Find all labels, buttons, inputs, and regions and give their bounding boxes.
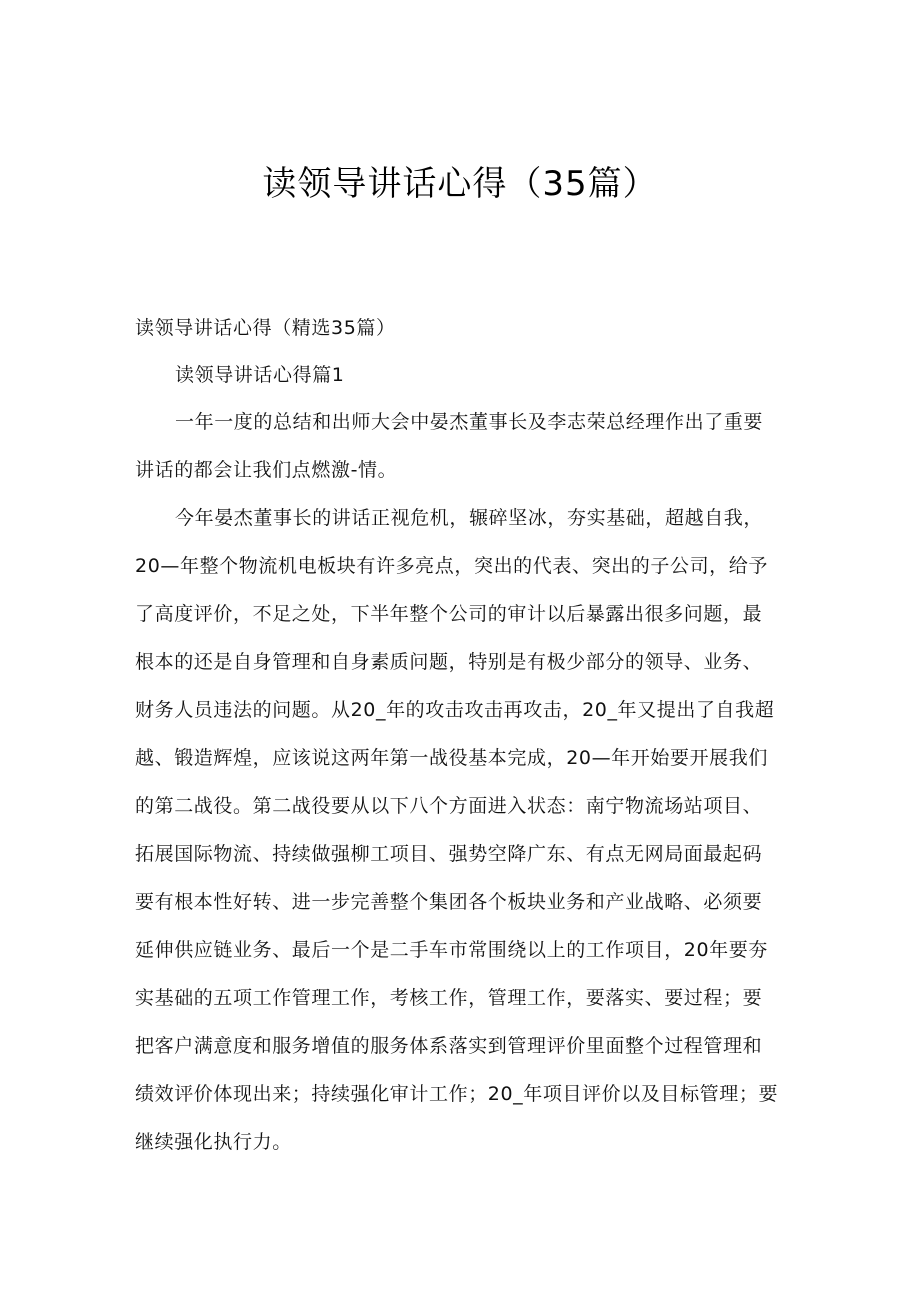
paragraph-line: 绩效评价体现出来；持续强化审计工作；20_年项目评价以及目标管理；要 [135, 1083, 779, 1105]
section-heading: 读领导讲话心得篇1 [175, 364, 345, 386]
paragraph-1 [135, 398, 795, 494]
document-title: 读领导讲话心得（35篇） [262, 164, 658, 204]
paragraph-line: 实基础的五项工作管理工作，考核工作，管理工作，要落实、要过程；要 [135, 987, 763, 1009]
paragraph-line: 的第二战役。第二战役要从以下八个方面进入状态：南宁物流场站项目、 [135, 795, 763, 817]
paragraph-line: 一年一度的总结和出师大会中晏杰董事长及李志荣总经理作出了重要 [175, 411, 764, 433]
paragraph-line: 今年晏杰董事长的讲话正视危机，辗碎坚冰，夯实基础，超越自我， [175, 507, 764, 529]
paragraph-line: 延伸供应链业务、最后一个是二手车市常围绕以上的工作项目，20年要夯 [135, 939, 768, 961]
paragraph-2 [135, 494, 795, 1166]
paragraph-line: 越、锻造辉煌，应该说这两年第一战役基本完成，20—年开始要开展我们 [135, 747, 768, 769]
paragraph-line: 了高度评价，不足之处，下半年整个公司的审计以后暴露出很多问题，最 [135, 603, 763, 625]
paragraph-line: 把客户满意度和服务增值的服务体系落实到管理评价里面整个过程管理和 [135, 1035, 763, 1057]
document-subtitle: 读领导讲话心得（精选35篇） [135, 317, 396, 339]
paragraph-line: 拓展国际物流、持续做强柳工项目、强势空降广东、有点无网局面最起码 [135, 843, 763, 865]
paragraph-line: 20—年整个物流机电板块有许多亮点，突出的代表、突出的子公司，给予 [135, 555, 768, 577]
paragraph-line: 财务人员违法的问题。从20_年的攻击攻击再攻击，20_年又提出了自我超 [135, 699, 775, 721]
paragraph-line: 要有根本性好转、进一步完善整个集团各个板块业务和产业战略、必须要 [135, 891, 763, 913]
paragraph-line: 讲话的都会让我们点燃激-情。 [135, 459, 398, 481]
paragraph-line: 继续强化执行力。 [135, 1131, 292, 1153]
paragraph-line: 根本的还是自身管理和自身素质问题，特别是有极少部分的领导、业务、 [135, 651, 763, 673]
